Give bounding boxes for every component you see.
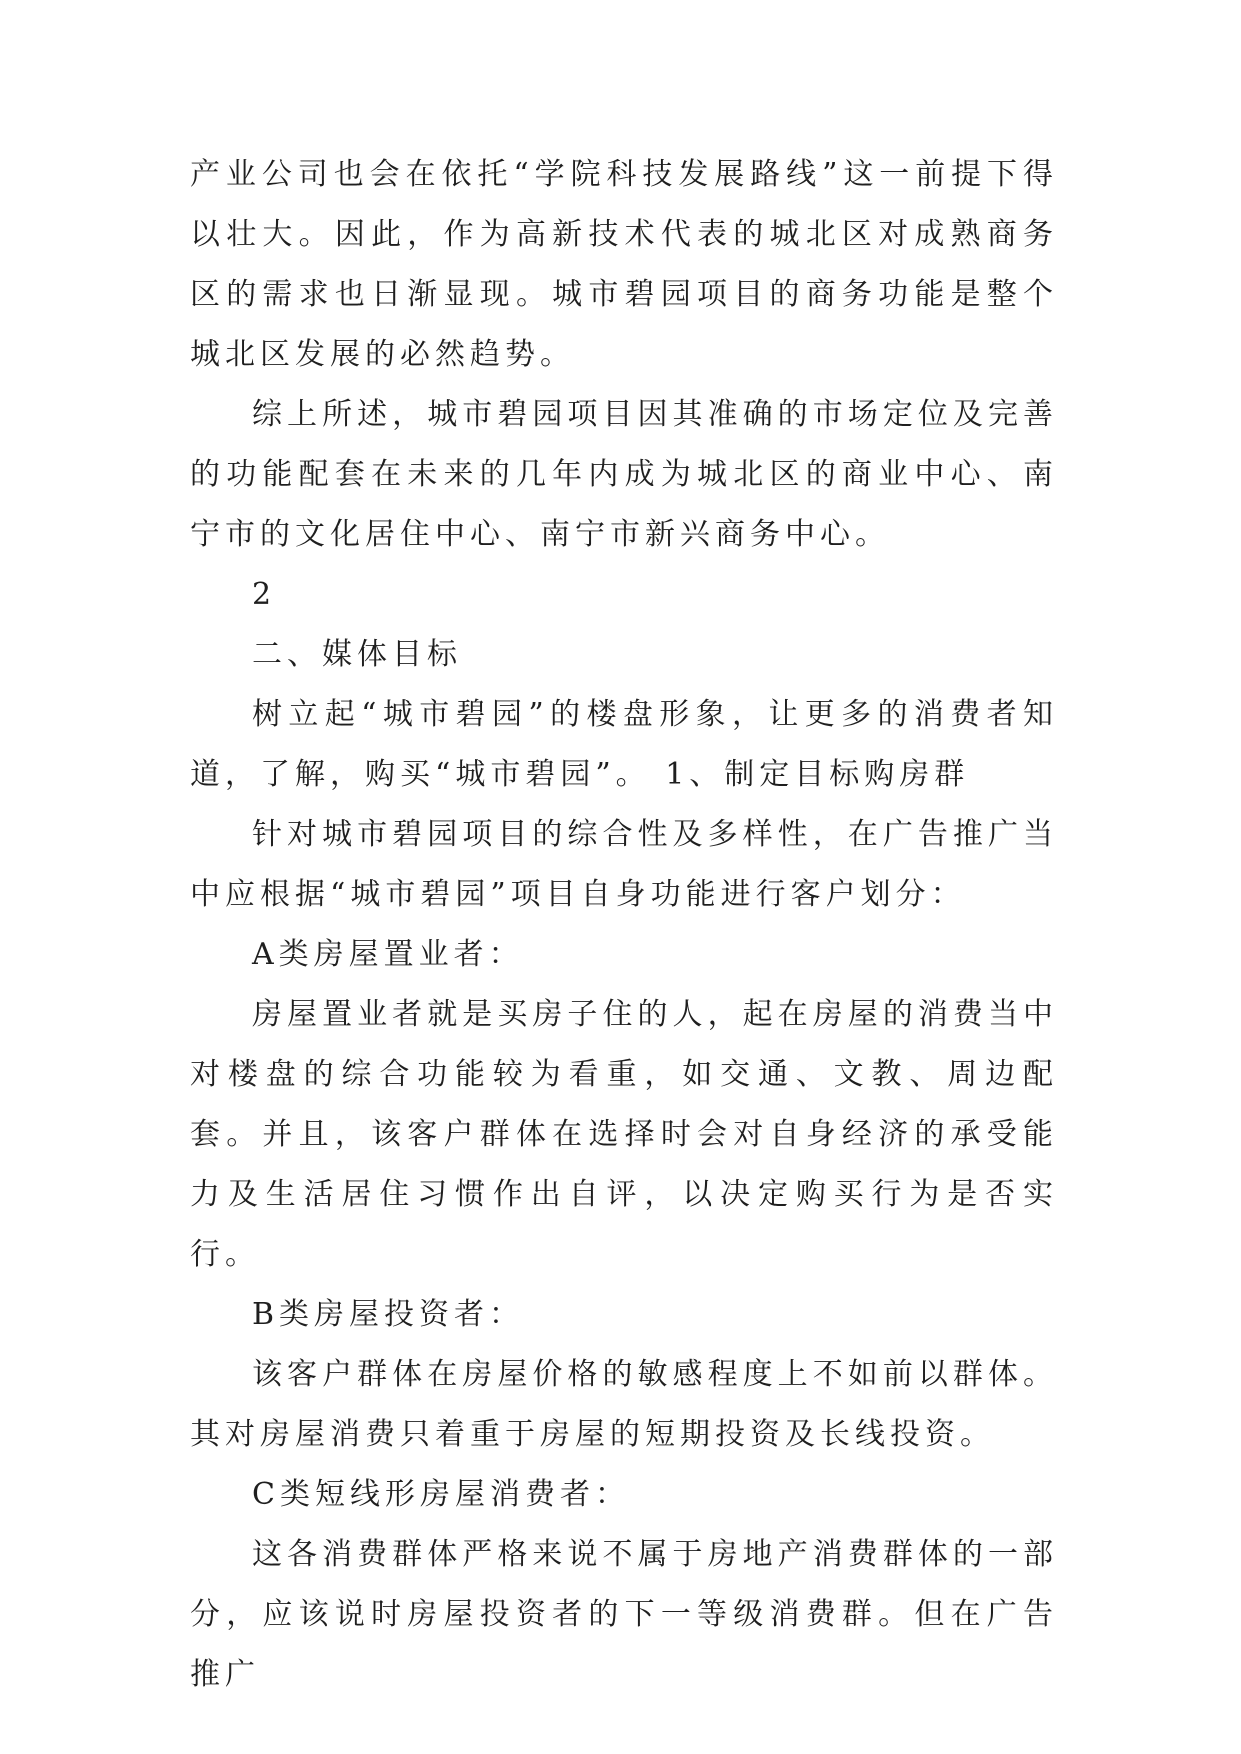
section-number: 2: [252, 577, 277, 612]
paragraph-1: 产业公司也会在依托“学院科技发展路线”这一前提下得以壮大。因此，作为高新技术代表的城北区对成熟商务区的需求也日渐显现。城市碧园项目的商务功能是整个城北区发展的必然趋势。: [190, 157, 1058, 372]
paragraph-12: 这各消费群体严格来说不属于房地产消费群体的一部分，应该说时房屋投资者的下一等级消费群。但在广告推广: [190, 1537, 1058, 1692]
category-c-heading: C类短线形房屋消费者：: [252, 1477, 630, 1512]
body-text: [190, 145, 1058, 1705]
paragraph-8: 房屋置业者就是买房子住的人，起在房屋的消费当中对楼盘的综合功能较为看重，如交通、文教、周边配套。并且，该客户群体在选择时会对自身经济的承受能力及生活居住习惯作出自评，以决定购买行为是否实行。: [190, 997, 1058, 1272]
paragraph-5: 树立起“城市碧园”的楼盘形象，让更多的消费者知道，了解，购买“城市碧园”。 1、制定目标购房群: [190, 697, 1058, 792]
paragraph-6: 针对城市碧园项目的综合性及多样性，在广告推广当中应根据“城市碧园”项目自身功能进行客户划分：: [190, 817, 1058, 912]
category-b-heading: B类房屋投资者：: [252, 1297, 525, 1332]
category-a-heading: A类房屋置业者：: [252, 937, 524, 972]
paragraph-10: 该客户群体在房屋价格的敏感程度上不如前以群体。其对房屋消费只着重于房屋的短期投资及长线投资。: [190, 1357, 1058, 1452]
paragraph-2: 综上所述，城市碧园项目因其准确的市场定位及完善的功能配套在未来的几年内成为城北区的商业中心、南宁市的文化居住中心、南宁市新兴商务中心。: [190, 397, 1058, 552]
section-heading: 二、媒体目标: [252, 637, 462, 672]
